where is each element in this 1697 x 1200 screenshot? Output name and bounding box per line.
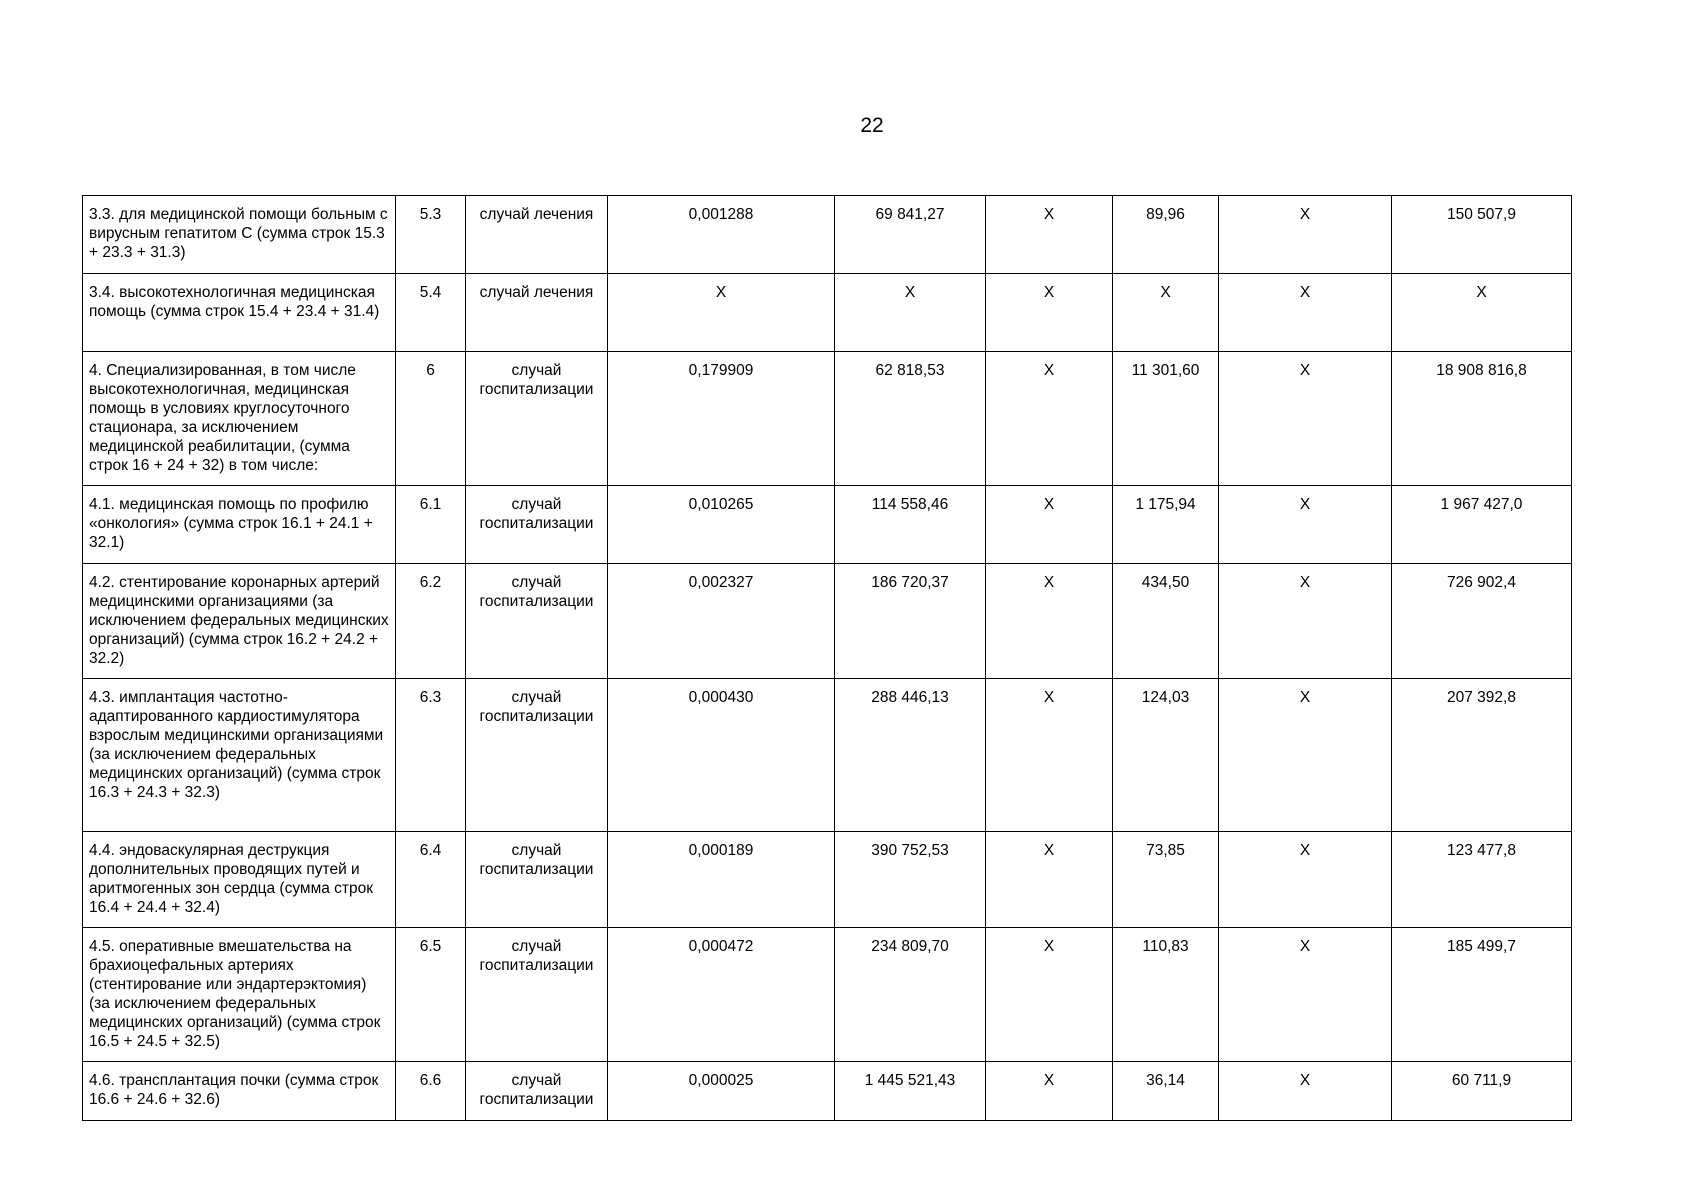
per-capita-cell: 124,03 xyxy=(1113,679,1219,832)
financing-table xyxy=(82,195,1572,1121)
per-capita-cell: 89,96 xyxy=(1113,196,1219,274)
line-number-cell: 6 xyxy=(396,352,466,486)
per-capita-cell: Х xyxy=(1113,274,1219,352)
per-capita-cell: 434,50 xyxy=(1113,564,1219,679)
unit-cell: случай госпитализации xyxy=(466,486,608,564)
table-row xyxy=(83,564,1572,679)
total-cell: 185 499,7 xyxy=(1392,928,1572,1062)
x-cell: Х xyxy=(986,486,1113,564)
x-cell: Х xyxy=(986,274,1113,352)
x-cell: Х xyxy=(986,564,1113,679)
table-row xyxy=(83,832,1572,928)
total-cell: 1 967 427,0 xyxy=(1392,486,1572,564)
per-capita-cell: 73,85 xyxy=(1113,832,1219,928)
cost-cell: 69 841,27 xyxy=(835,196,986,274)
line-number-cell: 6.1 xyxy=(396,486,466,564)
cost-cell: 1 445 521,43 xyxy=(835,1062,986,1121)
total-cell: 726 902,4 xyxy=(1392,564,1572,679)
cost-cell: 186 720,37 xyxy=(835,564,986,679)
x-cell: Х xyxy=(986,928,1113,1062)
unit-cell: случай лечения xyxy=(466,274,608,352)
x-cell: Х xyxy=(986,832,1113,928)
x-cell: Х xyxy=(1219,679,1392,832)
line-number-cell: 6.5 xyxy=(396,928,466,1062)
line-number-cell: 6.2 xyxy=(396,564,466,679)
row-name-cell: 4.3. имплантация частотно-адаптированного кардиостимулятора взрослым медицинскими организациями (за исключением федеральных медицинских организаций) (сумма строк 16.3 + 24.3 + 32.3) xyxy=(83,679,396,832)
table-row xyxy=(83,1062,1572,1121)
norm-cell: 0,001288 xyxy=(608,196,835,274)
unit-cell: случай госпитализации xyxy=(466,1062,608,1121)
x-cell: Х xyxy=(1219,274,1392,352)
norm-cell: 0,000430 xyxy=(608,679,835,832)
norm-cell: 0,000025 xyxy=(608,1062,835,1121)
total-cell: 207 392,8 xyxy=(1392,679,1572,832)
line-number-cell: 5.3 xyxy=(396,196,466,274)
row-name-cell: 4.1. медицинская помощь по профилю «онкология» (сумма строк 16.1 + 24.1 + 32.1) xyxy=(83,486,396,564)
x-cell: Х xyxy=(1219,832,1392,928)
total-cell: 150 507,9 xyxy=(1392,196,1572,274)
x-cell: Х xyxy=(986,196,1113,274)
row-name-cell: 4.4. эндоваскулярная деструкция дополнительных проводящих путей и аритмогенных зон сердца (сумма строк 16.4 + 24.4 + 32.4) xyxy=(83,832,396,928)
norm-cell: 0,010265 xyxy=(608,486,835,564)
norm-cell: 0,000472 xyxy=(608,928,835,1062)
x-cell: Х xyxy=(986,679,1113,832)
x-cell: Х xyxy=(1219,352,1392,486)
line-number-cell: 5.4 xyxy=(396,274,466,352)
table-row xyxy=(83,352,1572,486)
norm-cell: 0,002327 xyxy=(608,564,835,679)
row-name-cell: 3.3. для медицинской помощи больным с вирусным гепатитом С (сумма строк 15.3 + 23.3 + 31.3) xyxy=(83,196,396,274)
row-name-cell: 4.6. трансплантация почки (сумма строк 16.6 + 24.6 + 32.6) xyxy=(83,1062,396,1121)
cost-cell: 234 809,70 xyxy=(835,928,986,1062)
cost-cell: 114 558,46 xyxy=(835,486,986,564)
x-cell: Х xyxy=(986,1062,1113,1121)
cost-cell: 288 446,13 xyxy=(835,679,986,832)
table-row xyxy=(83,274,1572,352)
line-number-cell: 6.6 xyxy=(396,1062,466,1121)
per-capita-cell: 11 301,60 xyxy=(1113,352,1219,486)
row-name-cell: 4. Специализированная, в том числе высокотехнологичная, медицинская помощь в условиях круглосуточного стационара, за исключением медицинской реабилитации, (сумма строк 16 + 24 + 32) в том числе: xyxy=(83,352,396,486)
norm-cell: Х xyxy=(608,274,835,352)
page-number: 22 xyxy=(860,114,884,137)
row-name-cell: 4.5. оперативные вмешательства на брахиоцефальных артериях (стентирование или эндартерэктомия) (за исключением федеральных медицинских организаций) (сумма строк 16.5 + 24.5 + 32.5) xyxy=(83,928,396,1062)
cost-cell: 390 752,53 xyxy=(835,832,986,928)
x-cell: Х xyxy=(1219,564,1392,679)
line-number-cell: 6.4 xyxy=(396,832,466,928)
per-capita-cell: 1 175,94 xyxy=(1113,486,1219,564)
table-row xyxy=(83,486,1572,564)
table-row xyxy=(83,679,1572,832)
table-row xyxy=(83,928,1572,1062)
unit-cell: случай госпитализации xyxy=(466,679,608,832)
table-row xyxy=(83,196,1572,274)
unit-cell: случай госпитализации xyxy=(466,928,608,1062)
total-cell: 123 477,8 xyxy=(1392,832,1572,928)
total-cell: 18 908 816,8 xyxy=(1392,352,1572,486)
row-name-cell: 3.4. высокотехнологичная медицинская помощь (сумма строк 15.4 + 23.4 + 31.4) xyxy=(83,274,396,352)
x-cell: Х xyxy=(986,352,1113,486)
cost-cell: Х xyxy=(835,274,986,352)
row-name-cell: 4.2. стентирование коронарных артерий медицинскими организациями (за исключением федеральных медицинских организаций) (сумма строк 16.2 + 24.2 + 32.2) xyxy=(83,564,396,679)
line-number-cell: 6.3 xyxy=(396,679,466,832)
total-cell: Х xyxy=(1392,274,1572,352)
x-cell: Х xyxy=(1219,1062,1392,1121)
x-cell: Х xyxy=(1219,486,1392,564)
per-capita-cell: 110,83 xyxy=(1113,928,1219,1062)
unit-cell: случай госпитализации xyxy=(466,832,608,928)
unit-cell: случай госпитализации xyxy=(466,352,608,486)
x-cell: Х xyxy=(1219,928,1392,1062)
cost-cell: 62 818,53 xyxy=(835,352,986,486)
norm-cell: 0,000189 xyxy=(608,832,835,928)
unit-cell: случай госпитализации xyxy=(466,564,608,679)
x-cell: Х xyxy=(1219,196,1392,274)
per-capita-cell: 36,14 xyxy=(1113,1062,1219,1121)
norm-cell: 0,179909 xyxy=(608,352,835,486)
total-cell: 60 711,9 xyxy=(1392,1062,1572,1121)
unit-cell: случай лечения xyxy=(466,196,608,274)
